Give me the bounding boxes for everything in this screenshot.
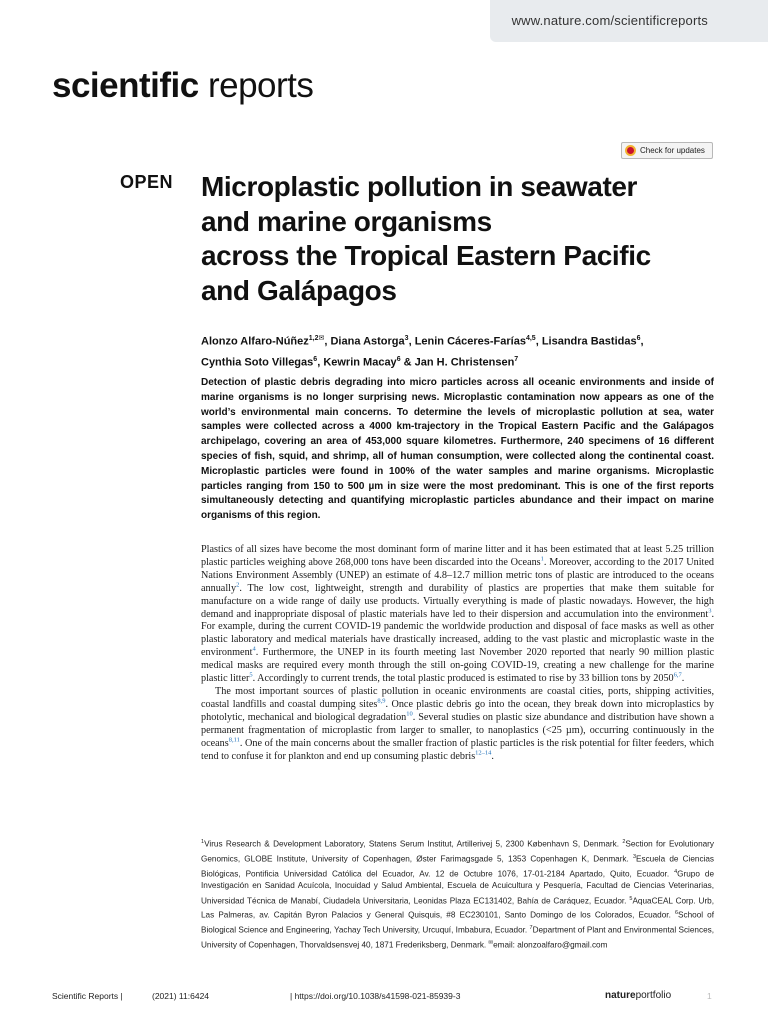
logo-word-scientific: scientific (52, 66, 199, 105)
citation-ref[interactable]: 7 (529, 925, 533, 932)
author-affiliation-ref: 1,2✉ (308, 335, 325, 342)
citation-ref[interactable]: 6 (674, 910, 679, 917)
page-number: 1 (707, 991, 712, 1001)
citation-ref[interactable]: ✉ (488, 940, 494, 947)
citation-ref[interactable]: 10 (406, 710, 413, 718)
citation-ref[interactable]: 3 (632, 853, 637, 860)
check-for-updates-label: Check for updates (640, 146, 705, 155)
citation-ref[interactable]: 8,9 (377, 697, 386, 705)
author-affiliation-ref: 6 (396, 355, 401, 363)
author-name[interactable]: Diana Astorga (330, 335, 405, 348)
citation-ref[interactable]: 5 (629, 895, 633, 902)
citation-ref[interactable]: 5 (249, 671, 253, 679)
title-line: and Galápagos (201, 274, 397, 306)
body-paragraph: The most important sources of plastic pollution in oceanic environments are coastal cities, ports, shipping activities, coastal landfills and coastal dumping sites$^{8,9}$. Once plastic debris go into the ocean, they break down into microplastics by photolytic, mechanical and biological degradation$^{10}$. Several studies on plastic size abundance and distribution have shown a permanent fragmentation of microplastic from larger to smaller, to nanoplastics (<25 µm), occurring continuously in the oceans$^{8,11}$. One of the main concerns about the smaller fraction of plastic particles is the risk potential for filter feeders, which tend to confuse it for plankton and end up consuming plastic debris$^{12-14}$. (201, 685, 714, 762)
author-name[interactable]: Jan H. Christensen (414, 356, 515, 369)
citation-ref[interactable]: 8,11 (228, 736, 240, 744)
citation-ref[interactable]: 12–14 (475, 749, 492, 757)
citation-ref[interactable]: 1 (540, 555, 544, 563)
title-line: Microplastic pollution in seawater (201, 171, 638, 202)
publisher-logo-light: portfolio (635, 990, 672, 1001)
footer-doi-link[interactable]: | https://doi.org/10.1038/s41598-021-85939-3 (290, 991, 461, 1001)
abstract: Detection of plastic debris degrading into micro particles across all oceanic environments and inside of marine organisms is no longer surprising news. Microplastic contamination now appears as one of the world’s environmental main concerns. To determine the levels of microplastic pollution at sea, water samples were collected across a 4000 km-trajectory in the Tropical Eastern Pacific and the Galápagos archipelago, covering an area of 453,000 square kilometres. Furthermore, 240 specimens of 16 different species of fish, squid, and shrimp, all of human consumption, were collected along the continental coast. Microplastic particles were found in 100% of the water samples and marine organisms. Microplastic particles ranging from 150 to 500 µm in size were the most predominant. This is one of the first reports simultaneously detecting and quantifying microplastic particles abundance and their impact on marine organisms of this region. (201, 377, 714, 522)
author-name[interactable]: Cynthia Soto Villegas (201, 356, 314, 369)
author-name[interactable]: Alonzo Alfaro-Núñez (201, 335, 309, 348)
crossmark-icon (625, 145, 636, 156)
page-footer (52, 991, 714, 1007)
author-affiliation-ref: 6 (636, 335, 641, 342)
citation-ref[interactable]: 3 (708, 607, 712, 615)
citation-ref[interactable]: 4 (674, 868, 678, 875)
title-line: across the Tropical Eastern Pacific (201, 240, 651, 271)
site-url[interactable]: www.nature.com/scientificreports (511, 13, 708, 28)
article-title (201, 170, 721, 308)
author-name[interactable]: Lisandra Bastidas (541, 335, 637, 348)
logo-word-reports: reports (198, 66, 314, 105)
citation-ref[interactable]: 2 (236, 581, 240, 589)
author-line-2: Cynthia Soto Villegas$^6$, Kewrin Macay$^6$ & Jan H. Christensen$^7$ (201, 355, 519, 369)
publisher-logo-bold: nature (605, 990, 636, 1001)
citation-ref[interactable]: 6,7 (673, 671, 682, 679)
site-url-tab (490, 0, 768, 42)
footer-journal: Scientific Reports | (52, 991, 123, 1001)
citation-ref[interactable]: 1 (201, 839, 205, 845)
check-for-updates-button[interactable] (621, 142, 713, 159)
body-text (201, 544, 714, 763)
open-access-label: OPEN (120, 172, 174, 192)
author-name[interactable]: Kewrin Macay (323, 356, 397, 369)
author-affiliation-ref: 3 (404, 335, 409, 342)
publisher-logo (605, 990, 671, 1001)
author-affiliation-ref: 4,5 (525, 335, 536, 342)
footer-volume: (2021) 11:6424 (152, 991, 210, 1001)
author-line-1: Alonzo Alfaro-Núñez$^{1,2✉}$, Diana Astorga$^3$, Lenin Cáceres-Farías$^{4,5}$, Lisandra Bastidas$^6$, (201, 335, 644, 348)
citation-ref[interactable]: 4 (252, 645, 256, 653)
journal-logo (52, 66, 313, 106)
affiliations: $^1$Virus Research & Development Laboratory, Statens Serum Institut, Artillerivej 5, 2300 København S, Denmark. $^2$Section for Evolutionary Genomics, GLOBE Institute, University of Copenhagen, Øster Farimagsgade 5, 1353 Copenhagen K, Denmark. $^3$Escuela de Ciencias Biológicas, Pontificia Universidad Católica del Ecuador, Av. 12 de Octubre 1076, 17-01-2184 Apartado, Quito, Ecuador. $^4$Grupo de Investigación en Sanidad Acuícola, Inocuidad y Salud Ambiental, Escuela de Acuicultura y Pesquería, Facultad de Ciencias Veterinarias, Universidad Técnica de Manabí, Ciudadela Universitaria, Leonidas Plaza EC131402, Bahía de Caráquez, Ecuador. $^5$AquaCEAL Corp. Urb, Las Palmeras, av. Capitán Byron Palacios y General Quisquis, #8 EC230101, Santo Domingo de los Colorados, Ecuador. $^6$School of Biological Science and Engineering, Yachay Tech University, Urcuquí, Imbabura, Ecuador. $^7$Department of Plant and Environmental Sciences, University of Copenhagen, Thorvaldsensvej 40, 1871 Frederiksberg, Denmark. ✉email: alonzoalfaro@gmail.com (201, 839, 715, 950)
author-affiliation-ref: 7 (514, 355, 519, 363)
citation-ref[interactable]: 2 (622, 839, 626, 845)
author-list (201, 330, 721, 371)
author-affiliation-ref: 6 (313, 355, 318, 363)
author-name[interactable]: Lenin Cáceres-Farías (414, 335, 526, 348)
body-paragraph: Plastics of all sizes have become the most dominant form of marine litter and it has been estimated that at least 5.25 trillion plastic particles weighing above 268,000 tons have been discarded into the Oceans$^1$. Moreover, according to the 2017 United Nations Environment Assembly (UNEP) an estimate of 4.8–12.7 million metric tons of plastic are introduced to the oceans annually$^2$. The low cost, lightweight, strength and durability of plastics are properties that make them suitable for manufacture on a wide range of daily use products. Virtually everything is made of plastic nowadays. However, the high demand and inappropriate disposal of plastic materials have led to their dispersion and accumulation into the environment$^3$. For example, during the current COVID-19 pandemic the worldwide production and disposal of face masks as well as other plastic laboratory and medical materials have drastically increased, adding to the vast plastic and microplastic waste in the environment$^4$. Furthermore, the UNEP in its fourth meeting last November 2020 reported that nearly 90 million plastic medical masks are required every month through the still on-going COVID-19, creating a new challenge for the marine plastic litter$^5$. Accordingly to current trends, the total plastic produced is estimated to rise by 33 billion tons by 2050$^{6,7}$. (201, 544, 714, 685)
title-line: and marine organisms (201, 205, 492, 237)
